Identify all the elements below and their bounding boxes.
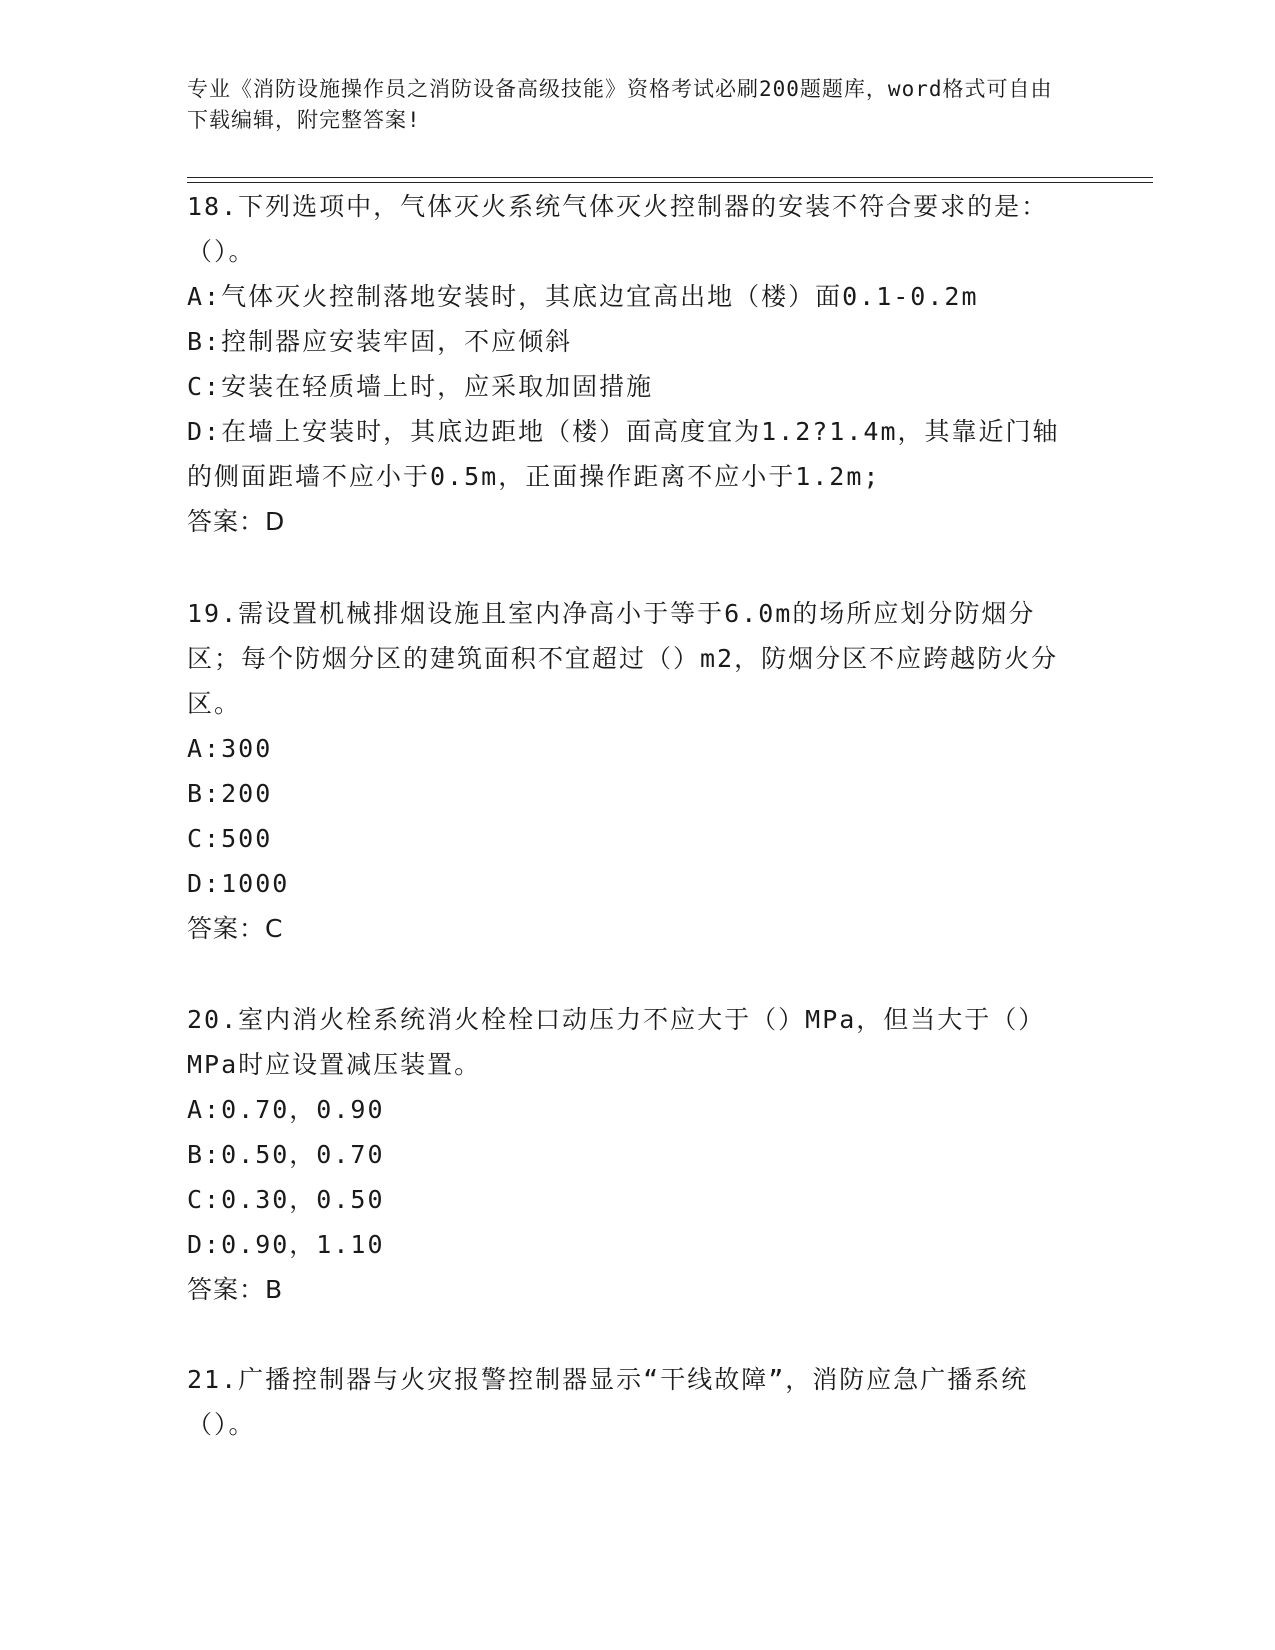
option-c: C:500 bbox=[187, 824, 273, 853]
option-d: D:0.90，1.10 bbox=[187, 1230, 385, 1259]
option-d: D:1000 bbox=[187, 869, 290, 898]
header-divider-bottom bbox=[187, 182, 1153, 183]
document-header: 专业《消防设施操作员之消防设备高级技能》资格考试必刷200题题库，word格式可自由下载编辑，附完整答案! bbox=[187, 77, 1053, 132]
option-a: A:气体灭火控制落地安装时，其底边宜高出地（楼）面0.1-0.2m bbox=[187, 282, 979, 311]
answer-label: 答案：B bbox=[187, 1275, 284, 1304]
option-c: C:安装在轻质墙上时，应采取加固措施 bbox=[187, 372, 654, 401]
answer-label: 答案：C bbox=[187, 914, 284, 943]
option-b: B:0.50，0.70 bbox=[187, 1140, 385, 1169]
option-a: A:300 bbox=[187, 734, 273, 763]
question-stem: 21.广播控制器与火灾报警控制器显示“干线故障”，消防应急广播系统（）。 bbox=[187, 1365, 1029, 1439]
question-stem: 18.下列选项中，气体灭火系统气体灭火控制器的安装不符合要求的是：（）。 bbox=[187, 192, 1049, 266]
header-divider-top bbox=[187, 177, 1153, 178]
option-b: B:控制器应安装牢固，不应倾斜 bbox=[187, 327, 573, 356]
question-stem: 20.室内消火栓系统消火栓栓口动压力不应大于（）MPa，但当大于（）MPa时应设置减压装置。 bbox=[187, 1005, 1046, 1079]
question-19 bbox=[187, 591, 1077, 951]
option-c: C:0.30，0.50 bbox=[187, 1185, 385, 1214]
answer-label: 答案：D bbox=[187, 507, 286, 536]
question-20 bbox=[187, 997, 1077, 1312]
option-d: D:在墙上安装时，其底边距地（楼）面高度宜为1.2?1.4m，其靠近门轴的侧面距墙不应小于0.5m，正面操作距离不应小于1.2m; bbox=[187, 417, 1060, 491]
question-18 bbox=[187, 184, 1077, 544]
question-stem: 19.需设置机械排烟设施且室内净高小于等于6.0m的场所应划分防烟分区；每个防烟分区的建筑面积不宜超过（）m2，防烟分区不应跨越防火分区。 bbox=[187, 599, 1059, 718]
option-b: B:200 bbox=[187, 779, 273, 808]
option-a: A:0.70，0.90 bbox=[187, 1095, 385, 1124]
question-21 bbox=[187, 1357, 1077, 1447]
